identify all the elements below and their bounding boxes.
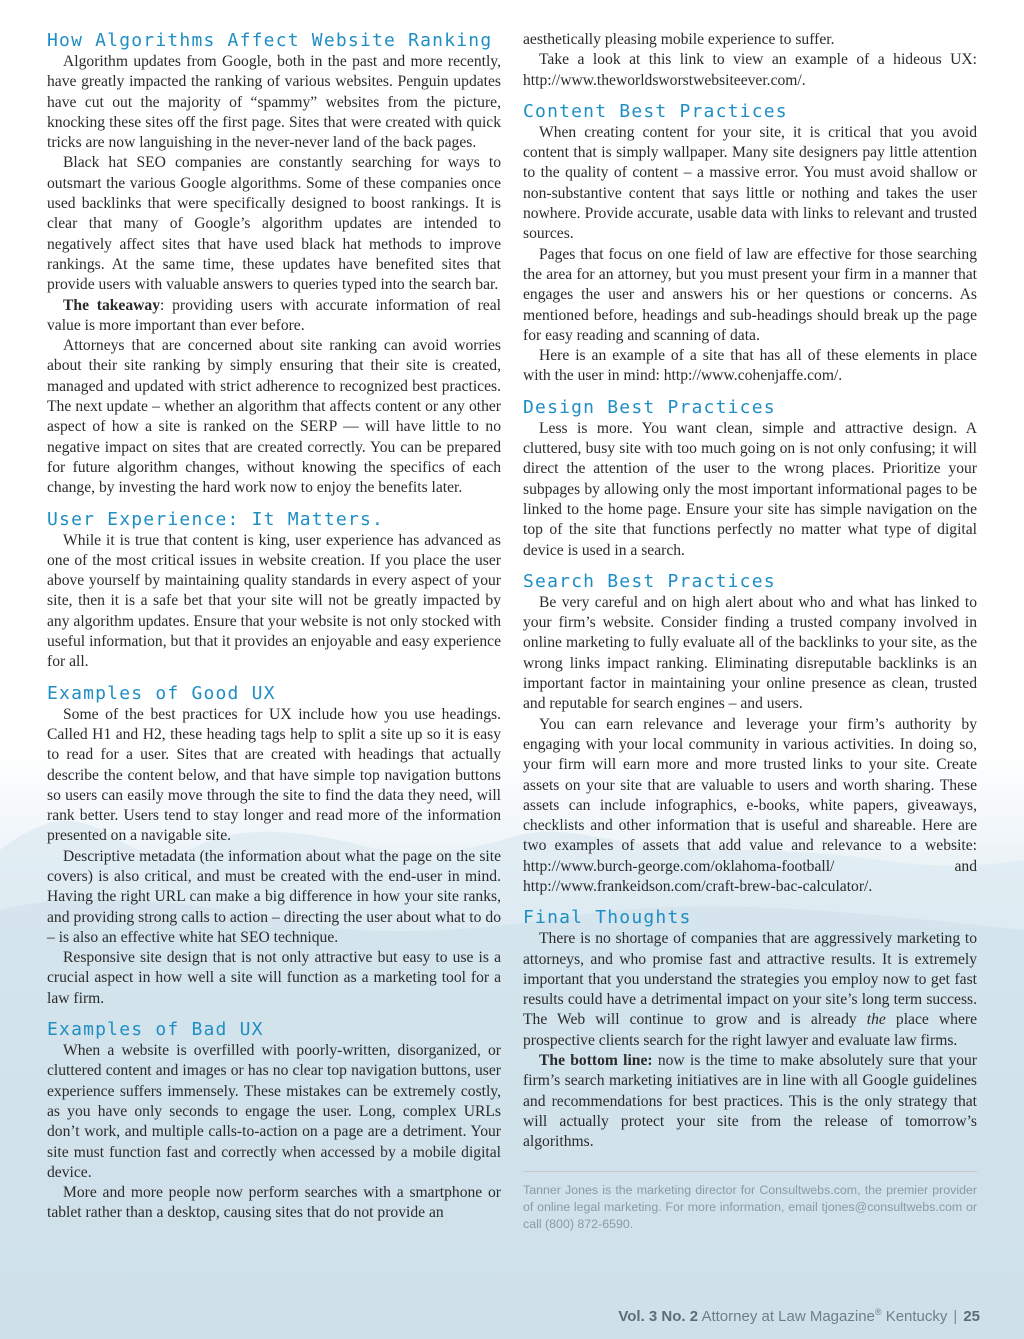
heading-final-thoughts: Final Thoughts (523, 907, 692, 929)
paragraph: Some of the best practices for UX include how you use headings. Called H1 and H2, these heading tags help to split a site up so it is easy to read for a user. Sites that are created with headings that actually describe the content below, and that have simple top navigation buttons so users can easily move through the site to find the data they need, will rank better. Users tend to stay longer and read more of the information presented on a navigable site. (47, 705, 501, 845)
heading-good-ux: Examples of Good UX (47, 682, 276, 704)
footer-separator: | (953, 1308, 958, 1325)
section-bad-ux (47, 1019, 501, 1224)
section-final-thoughts (523, 907, 977, 1152)
heading-user-experience: User Experience: It Matters. (47, 508, 385, 530)
heading-search-best-practices: Search Best Practices (523, 570, 776, 592)
section-good-ux (47, 683, 501, 1009)
paragraph (523, 929, 977, 1051)
paragraph: Here is an example of a site that has all of these elements in place with the user in mind: http://www.cohenjaffe.com/. (523, 347, 977, 385)
takeaway-text: : providing users with accurate information of real value is more important than ever before. (47, 296, 501, 334)
takeaway-label: The takeaway (63, 296, 160, 314)
section-continued (523, 30, 977, 91)
section-algorithms (47, 30, 501, 499)
heading-content-best-practices: Content Best Practices (523, 100, 788, 122)
paragraph: Be very careful and on high alert about who and what has linked to your firm’s website. Consider finding a trusted company involved in online marketing to fully evaluate all of the backlinks to your site, as the wrong links impact ranking. Eliminating disreputable backlinks is an important factor in maintaining your online presence as clean, trusted and reputable for search engines – and users. (523, 593, 977, 713)
paragraph: Responsive site design that is not only attractive but easy to use is a crucial aspect in how well a site will function as a marketing tool for a law firm. (47, 949, 501, 1007)
magazine-title: Attorney at Law Magazine (701, 1308, 875, 1325)
section-design-best-practices (523, 397, 977, 561)
paragraph: Attorneys that are concerned about site ranking can avoid worries about their site ranking by simply ensuring that their site is created, managed and updated with strict adherence to recognized best practices. The next update – whether an algorithm that affects content or any other aspect of how a site is ranked on the SERP — will have little to no negative impact on sites that are created correctly. You can be prepared for future algorithm changes, without knowing the specifics of each change, by investing the hard work now to enjoy the benefits later. (47, 337, 501, 497)
registered-mark: ® (874, 1307, 882, 1317)
paragraph: When a website is overfilled with poorly-written, disorganized, or cluttered content and images or has no clear top navigation buttons, user experience suffers immensely. These mistakes can be extremely costly, as you have only seconds to engage the user. Long, complex URLs don’t work, and multiple calls-to-action on a page are a detriment. Your site must function fast and correctly when accessed by a mobile digital device. (47, 1042, 501, 1181)
section-user-experience (47, 509, 501, 673)
paragraph: Take a look at this link to view an example of a hideous UX: http://www.theworldsworstwebsiteever.com/. (523, 51, 977, 89)
left-column (47, 30, 501, 1234)
heading-algorithms: How Algorithms Affect Website Ranking (47, 30, 493, 51)
heading-bad-ux: Examples of Bad UX (47, 1019, 264, 1041)
right-column (523, 30, 977, 1233)
paragraph: More and more people now perform searches with a smartphone or tablet rather than a desktop, causing sites that do not provide an (47, 1184, 501, 1222)
section-search-best-practices (523, 571, 977, 897)
state-name: Kentucky (885, 1308, 948, 1325)
text-run: There is no shortage of companies that are aggressively marketing to attorneys, and who promise fast and attractive results. It is extremely important that you understand the strategies you employ now to get fast results could have a detrimental impact on your site’s long term success. The Web will continue to grow and is already (523, 930, 977, 1029)
paragraph: Descriptive metadata (the information about what the page on the site covers) is also critical, and must be created with the end-user in mind. Having the right URL can make a big difference in how your site ranks, and providing strong calls to action – directing the user about what to do – is also an effective white hat SEO technique. (47, 847, 501, 946)
bottom-line-label: The bottom line: (539, 1052, 653, 1070)
paragraph: Less is more. You want clean, simple and attractive design. A cluttered, busy site with too much going on is not only confusing; it will direct the attention of the user to the wrong places. Prioritize your subpages by allowing only the most important informational pages to be linked to the home page. Ensure your site has simple navigation on the top of the site that functions perfectly no matter what type of digital device is used in a search. (523, 419, 977, 559)
paragraph-bottom-line (523, 1051, 977, 1152)
paragraph: Pages that focus on one field of law are effective for those searching the area for an attorney, but you must present your firm in a manner that engages the user and answers his or her questions or concerns. As mentioned before, headings and sub-headings should break up the page for easy reading and scanning of data. (523, 245, 977, 344)
paragraph: When creating content for your site, it is critical that you avoid content that is simply wallpaper. Many site designers pay little attention to the quality of content – a massive error. You must avoid shallow or non-substantive content that says little or nothing and takes the user nowhere. Provide accurate, usable data with links to relevant and trusted sources. (523, 123, 977, 243)
volume-number: Vol. 3 No. 2 (618, 1308, 699, 1325)
section-content-best-practices (523, 101, 977, 387)
heading-design-best-practices: Design Best Practices (523, 396, 776, 418)
paragraph: You can earn relevance and leverage your firm’s authority by engaging with your local community in various activities. In doing so, your firm will earn more and more trusted links to your site. Create assets on your site that are valuable to users and worth sharing. These assets can include infographics, e-books, white papers, giveaways, checklists and other information that is useful and shareable. Here are two examples of assets that add value and relevance to a website: http://www.burch-george.com/oklahoma-football/ and http://www.frankeidson.com/craft-brew-bac-calculator/. (523, 715, 977, 895)
author-bio: Tanner Jones is the marketing director for Consultwebs.com, the premier provider of online legal marketing. For more information, email tjones@consultwebs.com or call (800) 872-6590. (523, 1171, 977, 1233)
emphasis: the (866, 1011, 886, 1029)
paragraph-takeaway (47, 296, 501, 337)
bottom-line-text: now is the time to make absolutely sure that your firm’s search marketing initiatives are in line with all Google guidelines and recommendations for best practices. This is the only strategy that will actually protect your site from the release of tomorrow’s algorithms. (523, 1052, 977, 1151)
text-run: place where prospective clients search for the right lawyer and evaluate law firms. (523, 1011, 977, 1049)
paragraph: Algorithm updates from Google, both in the past and more recently, have greatly impacted the ranking of various websites. Penguin updates have cut out the majority of “spammy” websites from the picture, knocking these sites off the first page. Sites that were created with quick tricks are now languishing in the never-never land of the back pages. (47, 53, 501, 152)
paragraph: Black hat SEO companies are constantly searching for ways to outsmart the various Google algorithms. Some of these companies once used backlinks that were specifically designed to boost rankings. It is clear that many of Google’s algorithm updates are intended to negatively affect sites that have used black hat methods to improve rankings. At the same time, these updates have benefited sites that provide users with valuable answers to queries typed into the search bar. (47, 154, 501, 294)
page-number: 25 (963, 1308, 980, 1325)
paragraph-continued: aesthetically pleasing mobile experience to suffer. (523, 31, 835, 48)
page-footer (618, 1307, 980, 1325)
paragraph: While it is true that content is king, user experience has advanced as one of the most critical issues in website creation. If you place the user above yourself by maintaining quality standards in every aspect of your site, then it is a safe bet that your site will not be greatly impacted by any algorithm updates. Ensure that your website is not only stocked with useful information, but that it provides an enjoyable and easy experience for all. (47, 531, 501, 671)
